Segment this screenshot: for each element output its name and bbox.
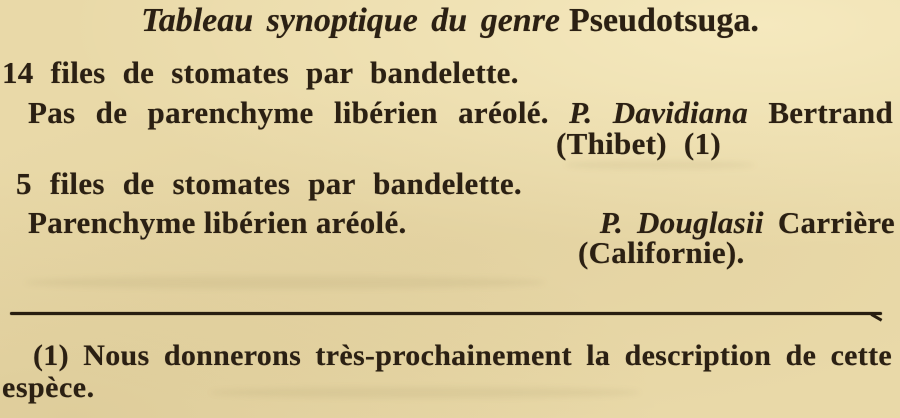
entry1-footnote-ref: (1) xyxy=(683,126,721,161)
entry2-character-line xyxy=(28,205,895,241)
footnote-separator-rule xyxy=(10,312,882,315)
entry2-species-author: Carrière xyxy=(777,205,895,240)
entry2-locality: (Californie). xyxy=(578,235,745,270)
entry1-stomata-count: 14 xyxy=(2,55,34,90)
entry1-species-name: P. Davidiana xyxy=(569,95,749,130)
entry2-locality-line xyxy=(578,235,745,271)
title-lead-italic: Tableau synoptique du genre xyxy=(141,2,561,39)
title-genus: Pseudotsuga. xyxy=(569,2,759,39)
entry1-character-line xyxy=(28,95,893,131)
paper-bleed-mark xyxy=(565,161,755,169)
entry1-character-text: Pas de parenchyme libérien aréolé. xyxy=(28,95,549,130)
page-title xyxy=(0,2,900,40)
paper-bleed-mark xyxy=(210,387,640,398)
footnote-line2: espèce. xyxy=(2,371,95,404)
entry2-stomata-text: files de stomates par bandelette. xyxy=(49,166,522,201)
entry2-stomata-count: 5 xyxy=(16,166,32,201)
entry1-stomata-text: files de stomates par bandelette. xyxy=(50,55,519,90)
footnote-line1: (1) Nous donnerons très-prochainement la description de cette xyxy=(33,339,892,372)
paper-bleed-mark xyxy=(25,276,545,289)
entry2-species-name: P. Douglasii xyxy=(599,205,764,240)
entry1-species-author: Bertrand xyxy=(768,95,893,130)
entry2-stomata-line xyxy=(16,166,522,202)
entry2-character-text: Parenchyme libérien aréolé. xyxy=(28,205,407,240)
entry1-locality: (Thibet) xyxy=(556,126,667,161)
entry1-stomata-line xyxy=(2,55,519,91)
entry1-locality-line xyxy=(556,126,721,162)
